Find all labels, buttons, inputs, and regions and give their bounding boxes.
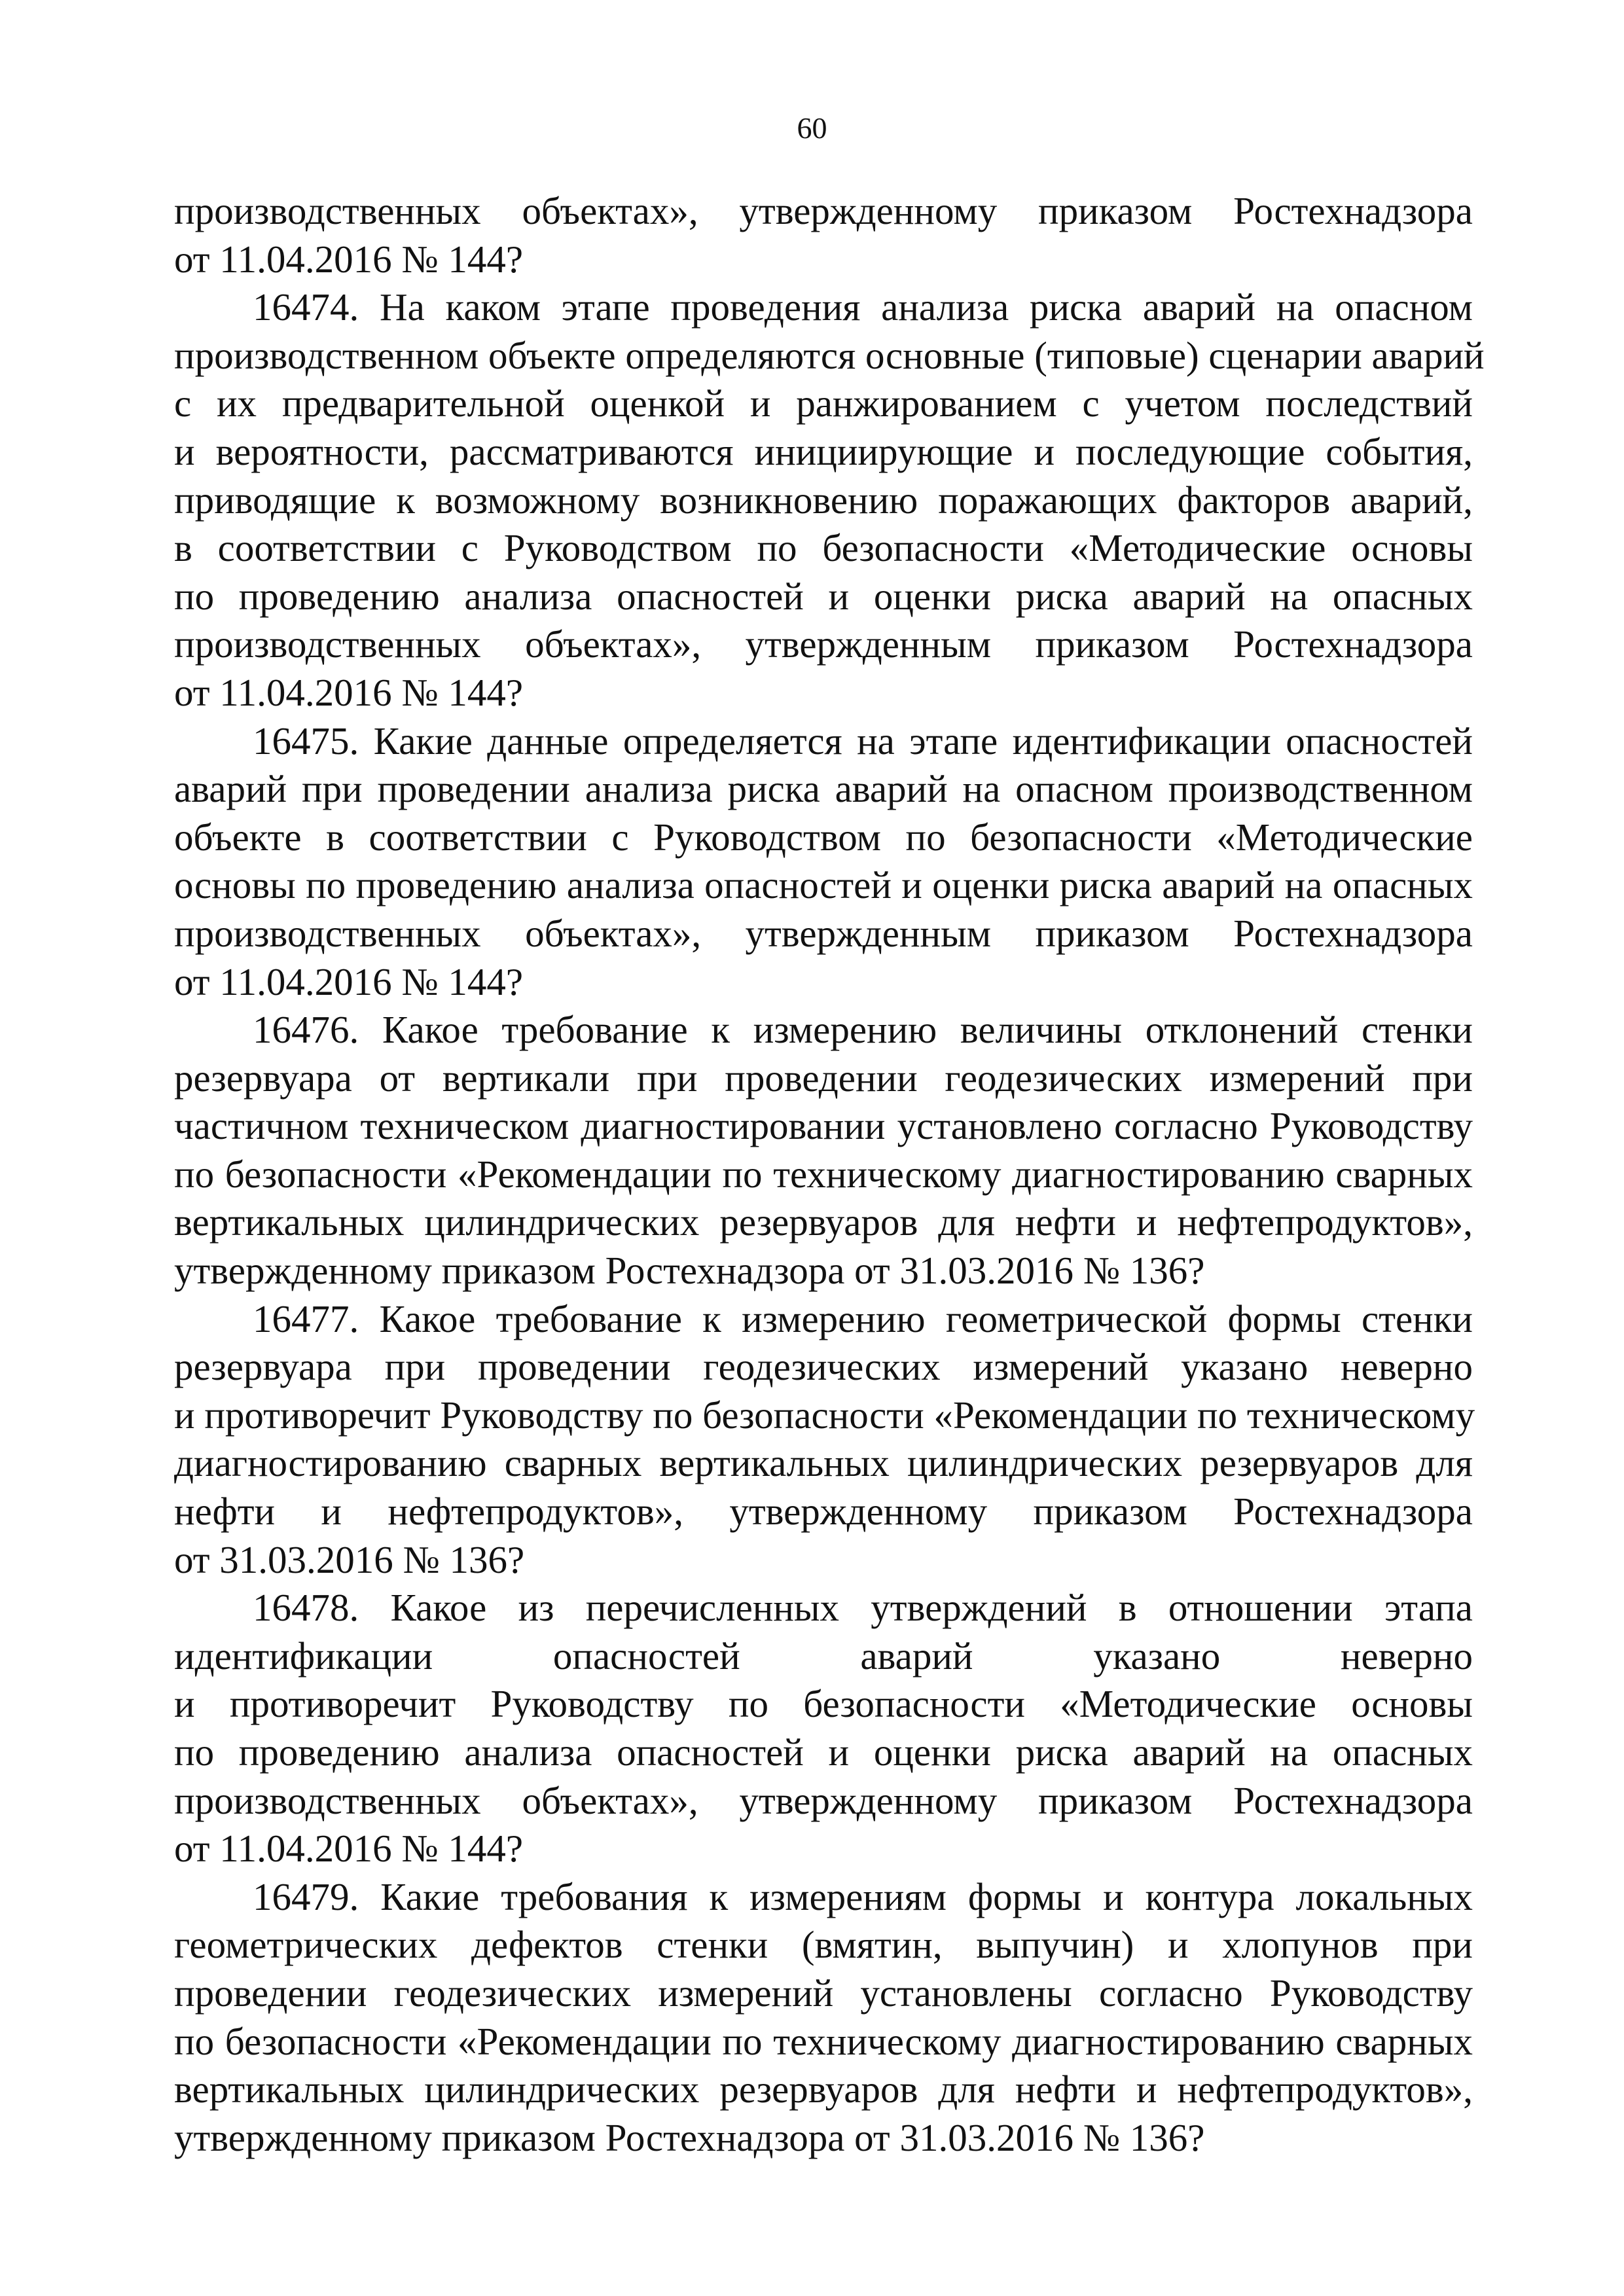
paragraph-first-line: 16478. Какое из перечисленных утверждений в отношении этапа (253, 1586, 1473, 1630)
text-line: резервуара от вертикали при проведении геодезических измерений при (174, 1056, 1473, 1100)
paragraph-first-line: 16474. На каком этапе проведения анализа риска аварий на опасном (253, 285, 1473, 329)
text-line: от 11.04.2016 № 144? (174, 670, 524, 714)
text-line: аварий при проведении анализа риска аварий на опасном производственном (174, 767, 1473, 811)
text-line: производственных объектах», утвержденному приказом Ростехнадзора (174, 189, 1473, 232)
text-line: и вероятности, рассматриваются инициирующие и последующие события, (174, 429, 1473, 473)
text-line: основы по проведению анализа опасностей и оценки риска аварий на опасных (174, 863, 1473, 907)
paragraph-first-line: 16477. Какое требование к измерению геометрической формы стенки (253, 1297, 1473, 1340)
text-line: по безопасности «Рекомендации по техническому диагностированию сварных (174, 1152, 1473, 1196)
text-line: производственном объекте определяются основные (типовые) сценарии аварий (174, 333, 1485, 377)
text-line: вертикальных цилиндрических резервуаров для нефти и нефтепродуктов», (174, 2068, 1473, 2111)
text-line: и противоречит Руководству по безопасности «Рекомендации по техническому (174, 1393, 1475, 1437)
text-line: от 11.04.2016 № 144? (174, 960, 524, 1003)
text-line: идентификации опасностей аварий указано неверно (174, 1634, 1473, 1677)
page-number: 60 (797, 111, 827, 145)
text-line: нефти и нефтепродуктов», утвержденному приказом Ростехнадзора (174, 1490, 1473, 1534)
text-line: по безопасности «Рекомендации по техническому диагностированию сварных (174, 2019, 1473, 2063)
text-line: диагностированию сварных вертикальных цилиндрических резервуаров для (174, 1441, 1473, 1485)
text-line: от 11.04.2016 № 144? (174, 237, 524, 281)
text-line: от 11.04.2016 № 144? (174, 1827, 524, 1871)
text-line: объекте в соответствии с Руководством по безопасности «Методические (174, 815, 1473, 859)
paragraph-first-line: 16475. Какие данные определяется на этапе идентификации опасностей (253, 719, 1473, 762)
text-line: резервуара при проведении геодезических измерений указано неверно (174, 1345, 1473, 1389)
text-line: по проведению анализа опасностей и оценки риска аварий на опасных (174, 1731, 1473, 1774)
text-line: утвержденному приказом Ростехнадзора от 31.03.2016 № 136? (174, 2115, 1205, 2159)
text-line: по проведению анализа опасностей и оценки риска аварий на опасных (174, 574, 1473, 618)
text-line: с их предварительной оценкой и ранжированием с учетом последствий (174, 382, 1473, 425)
text-line: производственных объектах», утвержденным приказом Ростехнадзора (174, 622, 1473, 666)
text-line: производственных объектах», утвержденному приказом Ростехнадзора (174, 1778, 1473, 1822)
text-line: проведении геодезических измерений установлены согласно Руководству (174, 1971, 1473, 2015)
text-line: и противоречит Руководству по безопасности «Методические основы (174, 1682, 1473, 1726)
paragraph-first-line: 16479. Какие требования к измерениям формы и контура локальных (253, 1874, 1473, 1918)
text-line: вертикальных цилиндрических резервуаров для нефти и нефтепродуктов», (174, 1200, 1473, 1244)
text-line: производственных объектах», утвержденным приказом Ростехнадзора (174, 911, 1473, 955)
text-line: частичном техническом диагностировании установлено согласно Руководству (174, 1104, 1473, 1148)
document-body (174, 187, 1485, 2162)
text-line: утвержденному приказом Ростехнадзора от 31.03.2016 № 136? (174, 1249, 1205, 1293)
text-line: приводящие к возможному возникновению поражающих факторов аварий, (174, 478, 1473, 522)
text-line: геометрических дефектов стенки (вмятин, выпучин) и хлопунов при (174, 1923, 1473, 1967)
text-line: от 31.03.2016 № 136? (174, 1537, 525, 1581)
text-line: в соответствии с Руководством по безопасности «Методические основы (174, 526, 1473, 570)
paragraph-first-line: 16476. Какое требование к измерению величины отклонений стенки (253, 1008, 1473, 1052)
